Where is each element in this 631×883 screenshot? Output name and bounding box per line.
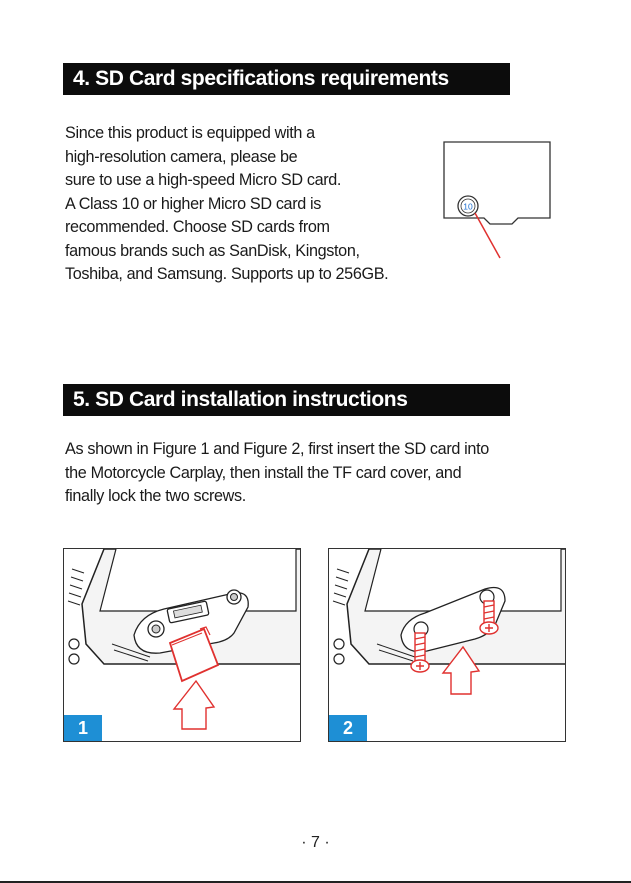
insert-arrow-icon [174,681,214,729]
micro-sd-card-illustration [438,140,554,260]
figure-2-illustration [329,549,566,742]
figure-1-illustration [64,549,301,742]
figure-number-badge: 2 [329,715,367,741]
class-label: 10 [463,201,473,212]
section-4-heading: 4. SD Card specifications requirements [63,63,510,95]
figure-1 [63,548,301,742]
paragraph-line: A Class 10 or higher Micro SD card is [65,194,322,213]
paragraph-line: high-resolution camera, please be [65,147,298,166]
figure-number-badge: 1 [64,715,102,741]
paragraph-line: sure to use a high-speed Micro SD card. [65,171,342,189]
paragraph-line: famous brands such as SanDisk, Kingston, [65,241,360,260]
paragraph-line: Toshiba, and Samsung. Supports up to 256GB. [65,265,389,283]
section-5-paragraph [65,438,489,509]
paragraph-line: Since this product is equipped with a [65,124,315,142]
figure-2 [328,548,566,742]
paragraph-line: As shown in Figure 1 and Figure 2, first insert the SD card into [65,440,489,458]
section-4-paragraph [65,122,388,287]
paragraph-line: the Motorcycle Carplay, then install the TF card cover, and [65,463,462,482]
page-number: · 7 · [301,834,330,851]
section-5-heading: 5. SD Card installation instructions [63,384,510,416]
paragraph-line: finally lock the two screws. [65,487,246,505]
paragraph-line: recommended. Choose SD cards from [65,218,330,236]
